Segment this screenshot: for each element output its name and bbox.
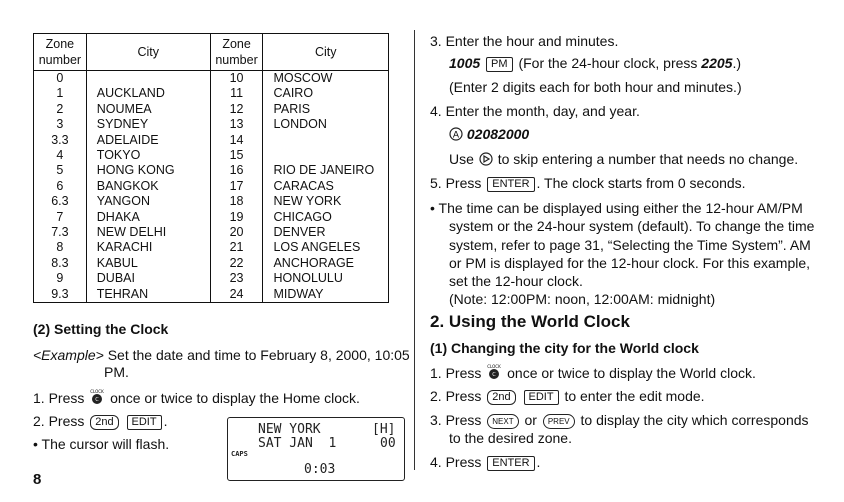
page-number: 8 [33, 471, 42, 488]
table-row [34, 256, 389, 271]
table-row [34, 225, 389, 240]
entry-1005: 1005 [449, 55, 481, 71]
svg-text:C: C [95, 397, 99, 403]
example-label: <Example> [33, 347, 104, 363]
step-5-label: 5. Press [430, 175, 482, 191]
zone-number-cell: 3.3 [34, 133, 87, 148]
lcd-home-indicator: [H] [372, 422, 396, 437]
table-row [34, 287, 389, 303]
setting-clock-heading: (2) Setting the Clock [33, 321, 169, 337]
prev-key: PREV [543, 414, 575, 429]
lcd-city: NEW YORK [258, 422, 321, 437]
zone-number-cell: 2 [34, 102, 87, 117]
note-line-5: set the 12-hour clock. [449, 273, 583, 290]
example-text: Set the date and time to February 8, 2000, 10:05 [107, 347, 410, 363]
zone-number-cell: 9.3 [34, 287, 87, 303]
2nd-key: 2nd [90, 415, 118, 430]
city-cell: DENVER [263, 225, 389, 240]
table-body [34, 71, 389, 303]
city-cell: CAIRO [263, 86, 389, 101]
city-cell: HONOLULU [263, 271, 389, 286]
entry-note-pre: (For the 24-hour clock, press [518, 55, 698, 71]
step-2-period: . [163, 413, 168, 429]
svg-text:CLOCK: CLOCK [90, 389, 104, 394]
entry-2205: 2205 [701, 55, 733, 71]
table-row [34, 271, 389, 286]
zone-number-cell: 0 [34, 71, 87, 87]
zone-number-cell: 8 [34, 240, 87, 255]
city-cell: SYDNEY [86, 117, 210, 132]
w-step-1-label: 1. Press [430, 365, 482, 381]
zone-number-cell: 15 [210, 148, 263, 163]
edit-key: EDIT [524, 390, 559, 405]
step-3-hour-minutes: 3. Enter the hour and minutes. [430, 33, 619, 49]
world-clock-heading: 2. Using the World Clock [430, 312, 630, 331]
step-5-text: . The clock starts from 0 seconds. [536, 175, 746, 191]
use-post: to skip entering a number that needs no change. [497, 151, 799, 167]
svg-text:C: C [492, 372, 496, 378]
table-row [34, 179, 389, 194]
city-cell: CHICAGO [263, 210, 389, 225]
note-line-3: system, refer to page 31, “Selecting the Time System”. AM [449, 236, 811, 253]
zone-number-cell: 20 [210, 225, 263, 240]
table-row [34, 71, 389, 87]
city-cell: TEHRAN [86, 287, 210, 303]
zone-number-cell: 6.3 [34, 194, 87, 209]
world-step-4 [430, 454, 540, 471]
table-row [34, 117, 389, 132]
clock-key-icon [88, 389, 106, 403]
city-cell [86, 71, 210, 87]
enter-key: ENTER [487, 177, 534, 192]
zone-number-cell: 8.3 [34, 256, 87, 271]
lcd-date: SAT JAN 1 [258, 436, 337, 451]
zone-number-cell: 5 [34, 163, 87, 178]
city-cell: ADELAIDE [86, 133, 210, 148]
city-cell: NOUMEA [86, 102, 210, 117]
pm-key: PM [486, 57, 513, 72]
lcd-time: 0:03 [304, 462, 336, 477]
zone-number-cell: 1 [34, 86, 87, 101]
step-3-entry [449, 55, 741, 72]
city-cell: DUBAI [86, 271, 210, 286]
table-row [34, 133, 389, 148]
city-cell: DHAKA [86, 210, 210, 225]
example-text-cont: PM. [104, 364, 129, 380]
step-3-note: (Enter 2 digits each for both hour and minutes.) [449, 79, 742, 95]
w-step-3-or: or [524, 412, 537, 428]
world-step-3-cont: to the desired zone. [449, 430, 572, 446]
city-cell: KABUL [86, 256, 210, 271]
column-divider [414, 30, 415, 470]
w-step-3-label: 3. Press [430, 412, 482, 428]
zone-number-cell: 14 [210, 133, 263, 148]
step-1-label: 1. Press [33, 390, 85, 406]
header-zone-number-2: Zone number [210, 34, 263, 71]
w-step-4-label: 4. Press [430, 454, 482, 470]
zone-number-cell: 13 [210, 117, 263, 132]
time-zone-table [33, 33, 389, 303]
step-5-enter [430, 175, 746, 192]
city-cell: ANCHORAGE [263, 256, 389, 271]
zone-number-cell: 9 [34, 271, 87, 286]
step-1-text: once or twice to display the Home clock. [110, 390, 360, 406]
entry-note-post: .) [732, 55, 742, 71]
city-cell: PARIS [263, 102, 389, 117]
city-cell: AUCKLAND [86, 86, 210, 101]
city-cell: CARACAS [263, 179, 389, 194]
time-system-note [430, 199, 814, 309]
svg-text:A: A [452, 130, 460, 141]
city-cell: RIO DE JANEIRO [263, 163, 389, 178]
zone-number-cell: 16 [210, 163, 263, 178]
example-line [33, 347, 410, 364]
step-4-entry [449, 126, 529, 143]
right-arrow-key-icon [478, 151, 498, 167]
zone-number-cell: 7.3 [34, 225, 87, 240]
entry-02082000: 02082000 [466, 126, 530, 142]
w-step-2-text: to enter the edit mode. [564, 388, 705, 404]
step-2-edit [33, 413, 167, 430]
zone-number-cell: 4 [34, 148, 87, 163]
note-line-1: • The time can be displayed using either the 12-hour AM/PM [430, 200, 803, 216]
zone-number-cell: 22 [210, 256, 263, 271]
table-row [34, 163, 389, 178]
city-cell: HONG KONG [86, 163, 210, 178]
city-cell: KARACHI [86, 240, 210, 255]
city-cell: NEW YORK [263, 194, 389, 209]
zone-number-cell: 24 [210, 287, 263, 303]
world-step-3 [430, 412, 809, 429]
zone-number-cell: 12 [210, 102, 263, 117]
edit-key: EDIT [127, 415, 162, 430]
table-row [34, 86, 389, 101]
step-4-month-day-year: 4. Enter the month, day, and year. [430, 103, 640, 119]
clock-key-icon [485, 364, 503, 378]
note-line-2: system or the 24-hour system (default). To change the time [449, 218, 815, 235]
city-cell: NEW DELHI [86, 225, 210, 240]
world-step-1 [430, 364, 756, 382]
zone-number-cell: 7 [34, 210, 87, 225]
world-step-2 [430, 388, 705, 405]
w-step-1-text: once or twice to display the World clock. [507, 365, 756, 381]
alpha-key-icon [449, 126, 467, 142]
header-city: City [86, 34, 210, 71]
city-cell: LONDON [263, 117, 389, 132]
zone-number-cell: 3 [34, 117, 87, 132]
lcd-year: 00 [380, 436, 396, 451]
table-row [34, 210, 389, 225]
zone-number-cell: 11 [210, 86, 263, 101]
zone-number-cell: 23 [210, 271, 263, 286]
table-header-row [34, 34, 389, 71]
zone-number-cell: 17 [210, 179, 263, 194]
table-row [34, 148, 389, 163]
step-4-use-note [449, 151, 798, 168]
step-2-label: 2. Press [33, 413, 85, 429]
use-pre: Use [449, 151, 474, 167]
w-step-4-period: . [536, 454, 541, 470]
lcd-caps: CAPS [231, 450, 248, 458]
table-row [34, 240, 389, 255]
svg-text:CLOCK: CLOCK [487, 364, 501, 369]
header-zone-number: Zone number [34, 34, 87, 71]
city-cell [263, 133, 389, 148]
zone-number-cell: 21 [210, 240, 263, 255]
step-1-home-clock [33, 389, 360, 407]
header-city-2: City [263, 34, 389, 71]
city-cell: BANGKOK [86, 179, 210, 194]
city-cell: TOKYO [86, 148, 210, 163]
2nd-key: 2nd [487, 390, 515, 405]
city-cell: LOS ANGELES [263, 240, 389, 255]
table-row [34, 102, 389, 117]
next-key: NEXT [487, 414, 518, 429]
w-step-2-label: 2. Press [430, 388, 482, 404]
city-cell [263, 148, 389, 163]
zone-number-cell: 19 [210, 210, 263, 225]
enter-key: ENTER [487, 456, 534, 471]
note-line-4: or PM is displayed for the 12-hour clock. For this example, [449, 254, 811, 271]
w-step-3-text: to display the city which corresponds [580, 412, 809, 428]
city-cell: MOSCOW [263, 71, 389, 87]
cursor-flash-note: • The cursor will flash. [33, 436, 170, 452]
zone-number-cell: 10 [210, 71, 263, 87]
lcd-display [227, 417, 405, 481]
change-city-subheading: (1) Changing the city for the World clock [430, 340, 699, 356]
city-cell: YANGON [86, 194, 210, 209]
zone-number-cell: 6 [34, 179, 87, 194]
table-row [34, 194, 389, 209]
note-line-6: (Note: 12:00PM: noon, 12:00AM: midnight) [449, 291, 716, 308]
zone-number-cell: 18 [210, 194, 263, 209]
city-cell: MIDWAY [263, 287, 389, 303]
